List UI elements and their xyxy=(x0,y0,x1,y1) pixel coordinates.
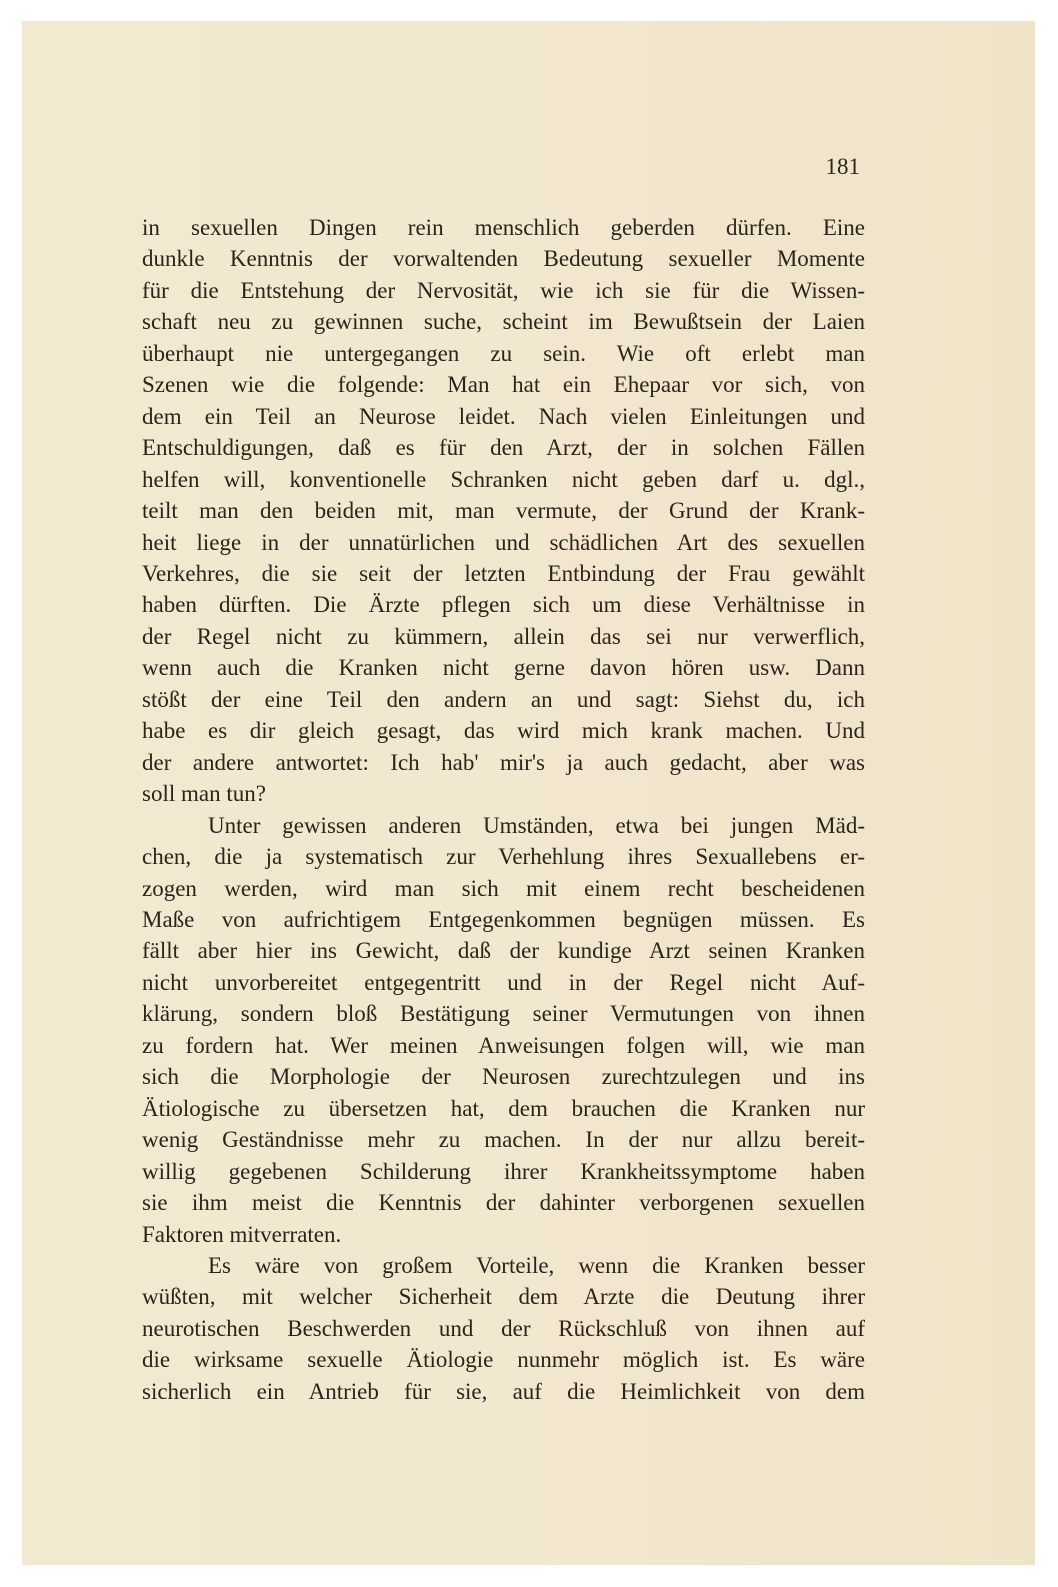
text-line: Maße von aufrichtigem Entgegenkommen begnügen müssen. Es xyxy=(142,906,865,932)
text-line: Faktoren mitverraten. xyxy=(142,1221,342,1247)
text-line: wüßten, mit welcher Sicherheit dem Arzte die Deutung ihrer xyxy=(142,1284,865,1310)
text-line: nicht unvorbereitet entgegentritt und in der Regel nicht Auf- xyxy=(142,969,865,995)
text-line: neurotischen Beschwerden und der Rückschluß von ihnen auf xyxy=(142,1315,865,1341)
text-line: soll man tun? xyxy=(142,781,266,807)
text-line: stößt der eine Teil den andern an und sagt: Siehst du, ich xyxy=(142,686,865,712)
text-line: Ätiologische zu übersetzen hat, dem brauchen die Kranken nur xyxy=(142,1095,865,1121)
text-line: Unter gewissen anderen Umständen, etwa bei jungen Mäd- xyxy=(208,812,865,838)
text-line: habe es dir gleich gesagt, das wird mich krank machen. Und xyxy=(142,718,865,744)
paragraph xyxy=(142,1250,865,1407)
text-line: sich die Morphologie der Neurosen zurechtzulegen und ins xyxy=(142,1064,865,1090)
text-line: Szenen wie die folgende: Man hat ein Ehepaar vor sich, von xyxy=(142,372,865,398)
text-line: Es wäre von großem Vorteile, wenn die Kranken besser xyxy=(208,1252,865,1278)
text-line: der Regel nicht zu kümmern, allein das sei nur verwerflich, xyxy=(142,623,865,649)
text-line: dunkle Kenntnis der vorwaltenden Bedeutung sexueller Momente xyxy=(142,246,865,272)
paragraph xyxy=(142,810,865,1250)
text-line: sie ihm meist die Kenntnis der dahinter verborgenen sexuellen xyxy=(142,1190,865,1216)
text-line: zogen werden, wird man sich mit einem recht bescheidenen xyxy=(142,875,865,901)
text-line: haben dürften. Die Ärzte pflegen sich um diese Verhältnisse in xyxy=(142,592,865,618)
page-number: 181 xyxy=(825,154,860,179)
text-line: schaft neu zu gewinnen suche, scheint im Bewußtsein der Laien xyxy=(142,309,865,335)
text-line: dem ein Teil an Neurose leidet. Nach vielen Einleitungen und xyxy=(142,403,865,429)
text-line: die wirksame sexuelle Ätiologie nunmehr möglich ist. Es wäre xyxy=(142,1347,865,1373)
book-page xyxy=(22,21,1035,1565)
text-line: wenig Geständnisse mehr zu machen. In der nur allzu bereit- xyxy=(142,1127,865,1153)
text-line: der andere antwortet: Ich hab' mir's ja auch gedacht, aber was xyxy=(142,749,865,775)
text-line: überhaupt nie untergegangen zu sein. Wie oft erlebt man xyxy=(142,340,865,366)
text-line: zu fordern hat. Wer meinen Anweisungen folgen will, wie man xyxy=(142,1032,865,1058)
text-line: sicherlich ein Antrieb für sie, auf die Heimlichkeit von dem xyxy=(142,1378,865,1404)
text-line: wenn auch die Kranken nicht gerne davon hören usw. Dann xyxy=(142,655,865,681)
text-line: Entschuldigungen, daß es für den Arzt, der in solchen Fällen xyxy=(142,435,865,461)
text-line: Verkehres, die sie seit der letzten Entbindung der Frau gewählt xyxy=(142,560,865,586)
text-line: willig gegebenen Schilderung ihrer Krankheitssymptome haben xyxy=(142,1158,865,1184)
paragraph xyxy=(142,212,865,810)
text-line: für die Entstehung der Nervosität, wie ich sie für die Wissen- xyxy=(142,277,865,303)
text-line: klärung, sondern bloß Bestätigung seiner Vermutungen von ihnen xyxy=(142,1001,865,1027)
text-line: helfen will, konventionelle Schranken nicht geben darf u. dgl., xyxy=(142,466,865,492)
text-line: teilt man den beiden mit, man vermute, der Grund der Krank- xyxy=(142,498,865,524)
text-line: heit liege in der unnatürlichen und schädlichen Art des sexuellen xyxy=(142,529,865,555)
text-line: in sexuellen Dingen rein menschlich geberden dürfen. Eine xyxy=(142,215,865,240)
body-text xyxy=(142,212,865,1407)
text-line: fällt aber hier ins Gewicht, daß der kundige Arzt seinen Kranken xyxy=(142,938,865,964)
text-line: chen, die ja systematisch zur Verhehlung ihres Sexuallebens er- xyxy=(142,844,865,870)
